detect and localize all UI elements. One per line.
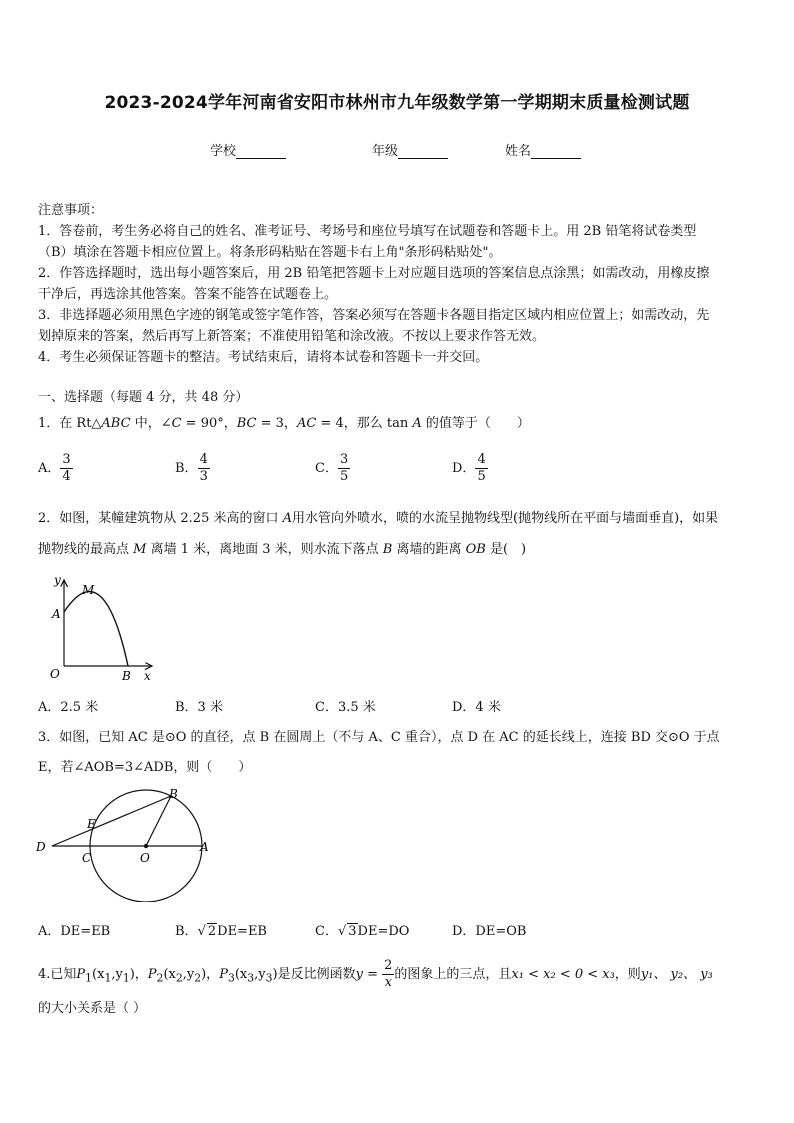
q4-text: ,y bbox=[111, 967, 123, 982]
numerator: 3 bbox=[339, 452, 349, 467]
q4-text: )， bbox=[201, 967, 220, 982]
section-heading: 一、选择题（每题 4 分，共 48 分） bbox=[38, 390, 249, 405]
label-a: A bbox=[200, 840, 209, 854]
q3-circle-figure bbox=[34, 784, 214, 902]
note-3b: 划掉原来的答案，然后再写上新答案；不准使用铅笔和涂改液。不按以上要求作答无效。 bbox=[38, 329, 546, 344]
q4-sub: 2 bbox=[194, 971, 202, 985]
q1-text: = 90°， bbox=[181, 416, 237, 431]
q4-var: P bbox=[147, 967, 157, 982]
q4-text: 的图象上的三点，且 bbox=[394, 967, 512, 982]
name-label: 姓名 bbox=[505, 144, 532, 159]
q4-text: 4.已知 bbox=[38, 967, 77, 982]
grade-label: 年级 bbox=[372, 144, 399, 159]
q1-var: AC bbox=[296, 416, 317, 431]
grade-field bbox=[372, 140, 448, 159]
q1-option-a[interactable] bbox=[38, 452, 73, 485]
option-text: DE=EB bbox=[217, 924, 267, 939]
q2-var: A bbox=[282, 511, 293, 526]
q1-var: ABC bbox=[101, 416, 131, 431]
denominator: 4 bbox=[62, 469, 71, 484]
q4-stem-line2: 的大小关系是（ ） bbox=[38, 1001, 147, 1016]
center-point bbox=[144, 844, 148, 848]
q1-text: 的值等于（ ） bbox=[421, 416, 530, 431]
sqrt-radicand: 3 bbox=[348, 924, 357, 939]
q3-option-b[interactable] bbox=[175, 920, 267, 939]
q2-text: 离墙 1 米，离地面 3 米，则水流下落点 bbox=[146, 542, 383, 557]
q2-parabola-figure bbox=[44, 574, 162, 686]
q2-option-a[interactable]: A．2.5 米 bbox=[38, 700, 99, 715]
q4-sub: 1 bbox=[104, 971, 112, 985]
sqrt-radicand: 2 bbox=[207, 924, 217, 939]
q4-var: P bbox=[76, 967, 86, 982]
school-label: 学校 bbox=[210, 144, 237, 159]
q4-text: (x bbox=[163, 967, 176, 982]
q1-option-b[interactable] bbox=[175, 452, 210, 485]
numerator: 2 bbox=[384, 958, 393, 973]
q2-var: OB bbox=[465, 542, 486, 557]
option-label: B． bbox=[175, 924, 198, 939]
q4-stem-line1 bbox=[38, 958, 758, 991]
q4-sub: 3 bbox=[247, 971, 255, 985]
q4-sub: 3 bbox=[265, 971, 273, 985]
option-label: A． bbox=[38, 461, 61, 476]
notes-heading: 注意事项： bbox=[38, 203, 104, 218]
label-b: B bbox=[122, 669, 131, 683]
q1-text: = 3， bbox=[256, 416, 297, 431]
label-d: D bbox=[36, 840, 46, 854]
q4-text: ，则 bbox=[614, 967, 641, 982]
option-label: B． bbox=[175, 461, 198, 476]
fraction bbox=[198, 452, 210, 485]
numerator: 4 bbox=[477, 452, 486, 467]
label-o: O bbox=[50, 667, 60, 681]
q2-text: 抛物线的最高点 bbox=[38, 542, 134, 557]
q3-stem-line2: E，若∠AOB=3∠ADB，则（ ） bbox=[38, 760, 252, 775]
q3-option-c[interactable] bbox=[315, 920, 409, 939]
note-1b: （B）填涂在答题卡相应位置上。将条形码粘贴在答题卡右上角"条形码粘贴处"。 bbox=[38, 245, 502, 260]
line-db bbox=[52, 796, 171, 846]
name-field bbox=[505, 140, 581, 159]
label-y: y bbox=[54, 574, 61, 587]
q2-var: B bbox=[382, 542, 393, 557]
q3-stem-line1: 3．如图，已知 AC 是⊙O 的直径，点 B 在圆周上（不与 A、C 重合），点 D 在 AC 的延长线上，连接 BD 交⊙O 于点 bbox=[38, 730, 720, 745]
q1-stem bbox=[38, 413, 758, 434]
grade-blank bbox=[398, 144, 448, 159]
label-a: A bbox=[52, 607, 61, 621]
q2-stem-line2 bbox=[38, 539, 758, 560]
fraction bbox=[60, 452, 72, 485]
q2-text: 是( ) bbox=[485, 542, 527, 557]
option-label: D． bbox=[452, 461, 476, 476]
q4-vars: y₁、 y₂、 y₃ bbox=[640, 967, 713, 982]
q1-text: 中，∠ bbox=[130, 416, 172, 431]
label-e: E bbox=[87, 817, 96, 831]
q4-text: )， bbox=[129, 967, 148, 982]
q2-stem-line1 bbox=[38, 508, 758, 529]
q4-text: ,y bbox=[182, 967, 195, 982]
label-o: O bbox=[140, 851, 150, 865]
q2-text: 2．如图，某幢建筑物从 2.25 米高的窗口 bbox=[38, 511, 283, 526]
q1-var: A bbox=[412, 416, 422, 431]
q2-option-d[interactable]: D．4 米 bbox=[452, 700, 501, 715]
q4-sub: 2 bbox=[175, 971, 183, 985]
q4-text: 是反比例函数 bbox=[277, 967, 356, 982]
note-3a: 3．非选择题必须用黑色字迹的钢笔或签字笔作答，答案必须写在答题卡各题目指定区域内相应位置上；如需改动，先 bbox=[38, 308, 710, 323]
q1-text: 1．在 Rt△ bbox=[38, 416, 102, 431]
option-label: C． bbox=[315, 461, 338, 476]
q4-text: ) bbox=[272, 967, 278, 982]
q2-text: 离墙的距离 bbox=[392, 542, 466, 557]
note-4: 4．考生必须保证答题卡的整洁。考试结束后，请将本试卷和答题卡一并交回。 bbox=[38, 350, 489, 365]
note-2b: 干净后，再选涂其他答案。答案不能答在试题卷上。 bbox=[38, 287, 338, 302]
name-blank bbox=[531, 144, 581, 159]
q1-text: = 4，那么 tan bbox=[316, 416, 413, 431]
denominator: x bbox=[384, 975, 392, 990]
q4-text: ,y bbox=[254, 967, 266, 982]
denominator: 5 bbox=[339, 469, 349, 484]
fraction bbox=[382, 958, 394, 991]
option-text: DE=DO bbox=[357, 924, 410, 939]
sqrt-sign: √ bbox=[337, 924, 347, 939]
q2-text: 用水管向外喷水，喷的水流呈抛物线型(抛物线所在平面与墙面垂直)，如果 bbox=[292, 511, 719, 526]
q2-option-c[interactable]: C．3.5 米 bbox=[315, 700, 376, 715]
q4-text: = bbox=[362, 967, 383, 982]
q1-option-c[interactable] bbox=[315, 452, 350, 485]
q4-text: (x bbox=[234, 967, 248, 982]
q4-inequality: x₁ < x₂ < 0 < x₃ bbox=[511, 967, 615, 982]
q4-sub: 1 bbox=[85, 971, 93, 985]
label-m: M bbox=[82, 583, 95, 597]
denominator: 3 bbox=[199, 469, 208, 484]
line-ob bbox=[146, 796, 171, 846]
numerator: 4 bbox=[199, 452, 208, 467]
label-x: x bbox=[144, 669, 151, 683]
label-b: B bbox=[169, 787, 178, 801]
school-field bbox=[210, 140, 286, 159]
q2-option-b[interactable]: B．3 米 bbox=[175, 700, 223, 715]
numerator: 3 bbox=[62, 452, 71, 467]
q1-var: C bbox=[171, 416, 182, 431]
q4-var: P bbox=[219, 967, 228, 982]
parabola-curve bbox=[64, 592, 128, 666]
denominator: 5 bbox=[477, 469, 486, 484]
label-c: C bbox=[82, 851, 92, 865]
q1-option-d[interactable] bbox=[452, 452, 488, 485]
q4-text: (x bbox=[92, 967, 105, 982]
q3-option-a[interactable]: A．DE=EB bbox=[38, 924, 111, 939]
q4-sub: 1 bbox=[122, 971, 130, 985]
q4-sub: 2 bbox=[156, 971, 164, 985]
q3-option-d[interactable]: D．DE=OB bbox=[452, 924, 527, 939]
q2-var: M bbox=[133, 542, 147, 557]
sqrt-sign: √ bbox=[197, 924, 206, 939]
school-blank bbox=[236, 144, 286, 159]
note-2a: 2．作答选择题时，选出每小题答案后，用 2B 铅笔把答题卡上对应题目选项的答案信息点涂黑；如需改动，用橡皮擦 bbox=[38, 266, 710, 281]
fraction bbox=[338, 452, 350, 485]
page-title: 2023-2024学年河南省安阳市林州市九年级数学第一学期期末质量检测试题 bbox=[104, 93, 690, 113]
q4-var: y bbox=[355, 967, 363, 982]
fraction bbox=[475, 452, 487, 485]
q4-sub: 3 bbox=[227, 971, 235, 985]
q1-var: BC bbox=[236, 416, 257, 431]
note-1a: 1．答卷前，考生务必将自己的姓名、准考证号、考场号和座位号填写在试题卷和答题卡上。用 2B 铅笔将试卷类型 bbox=[38, 224, 697, 239]
option-label: C． bbox=[315, 924, 338, 939]
